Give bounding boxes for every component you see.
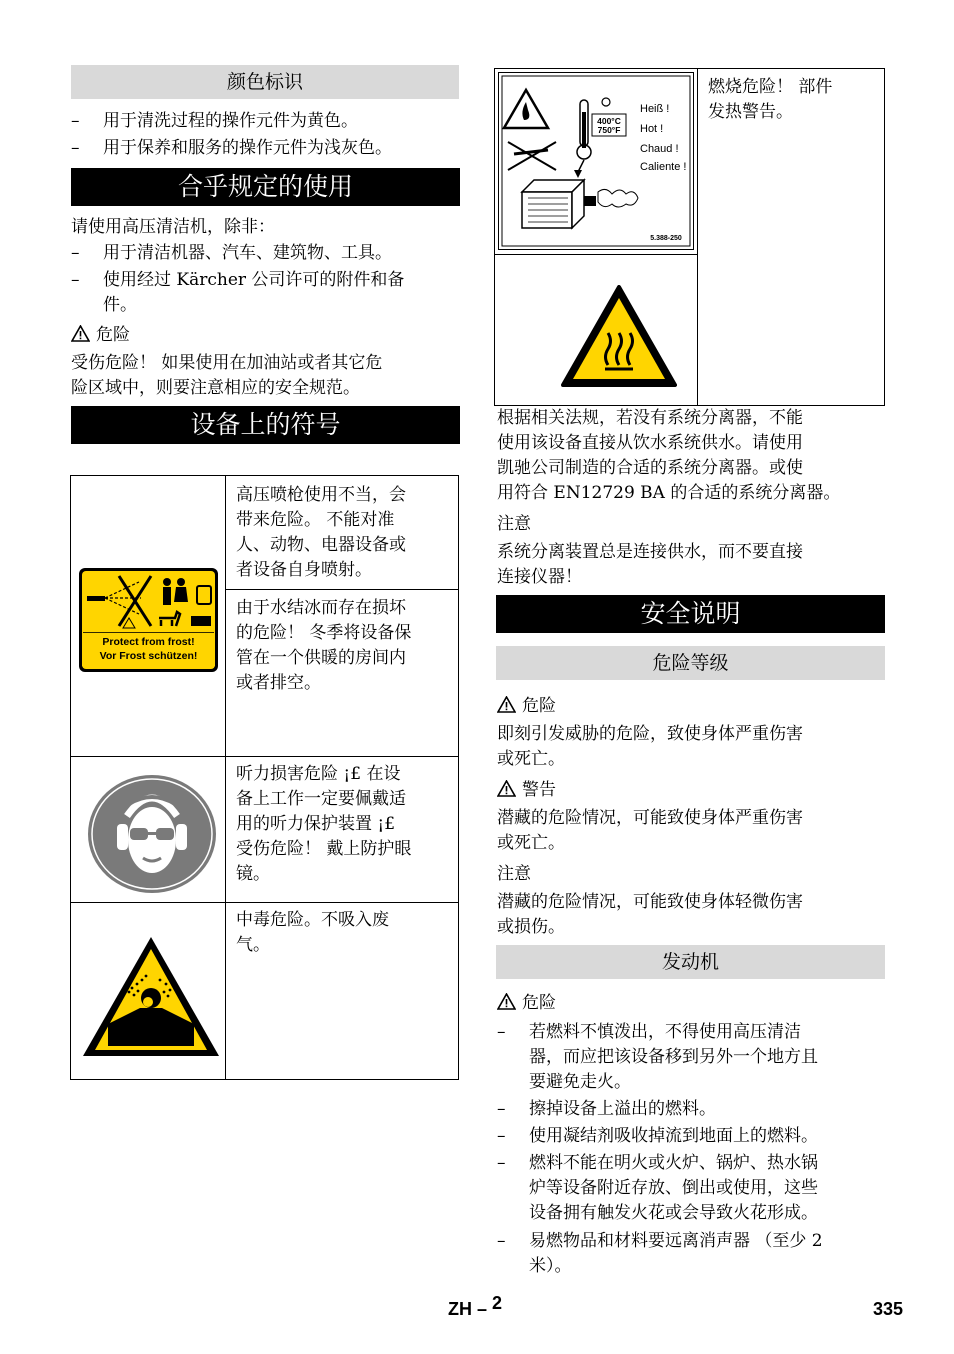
frost-label-2: Vor Frost schützen! [99,650,198,662]
level-warning-text: 潜藏的危险情况，可能致使身体严重伤害 或死亡。 [497,808,803,853]
page-number: 335 [873,1299,904,1319]
level-danger-label: 危险 [497,694,556,719]
danger-text-2: 险区域中，则要注意相应的安全规范。 [71,378,360,398]
water-supply-text: 根据相关法规，若没有系统分离器，不能 使用该设备直接从饮水系统供水。请使用 凯驰公司制造的合适的系统分离器。或使 用符合 EN12729 BA 的合适的系统分离器。 [497,408,841,503]
sticker-word-de: Heiß ! [640,103,670,115]
burn-warning-text: 燃烧危险！ 部件 发热警告。 [708,77,833,122]
spray-hazard-sticker-icon [79,568,218,672]
danger-text-1: 受伤危险！ 如果使用在加油站或者其它危 [71,353,383,373]
color-coding-list: – 用于清洗过程的操作元件为黄色。 – 用于保养和服务的操作元件为浅灰色。 [71,111,392,158]
warning-triangle-icon [497,993,516,1010]
hot-surface-warning-icon [561,285,677,389]
level-caution-label: 注意 [497,864,531,884]
sticker-word-fr: Chaud ! [640,143,679,155]
toxic-exhaust-warning-icon [80,934,222,1060]
toxic-warning-text: 中毒危险。不吸入废 气。 [236,910,389,955]
burn-hazard-table [494,68,885,406]
list-item: – 燃料不能在明火或火炉、锅炉、热水锅 炉等设备附近存放、倒出或使用，这些 设备拥有触发火花或会导致火花形成。 [497,1153,818,1223]
list-item: – 易燃物品和材料要远离消声器 （至少 2 米）。 [497,1231,823,1276]
engine-heading: 发动机 [496,945,885,979]
safety-heading: 安全说明 [496,595,885,633]
sticker-temp-f: 750°F [597,125,621,135]
warning-triangle-icon [497,780,516,797]
color-coding-heading: 颜色标识 [71,65,459,99]
engine-danger-label: 危险 [497,991,556,1016]
symbols-table [70,475,459,1080]
level-caution-text: 潜藏的危险情况，可能致使身体轻微伤害 或损伤。 [497,892,803,937]
list-item: – 若燃料不慎泼出，不得使用高压清洁 器，而应把该设备移到另外一个地方且 要避免走火。 [497,1022,818,1092]
proper-use-intro: 请使用高压清洁机，除非： [71,217,275,237]
warning-triangle-icon [497,696,516,713]
hot-surface-sticker-icon [498,72,694,250]
footer-language: ZH – 2 [448,1293,503,1319]
sticker-part-number: 5.388-250 [650,235,682,242]
note-text: 系统分离装置总是连接供水，而不要直接 连接仪器！ [497,542,803,587]
hearing-eye-protection-icon [87,774,217,894]
level-danger-text: 即刻引发威胁的危险，致使身体严重伤害 或死亡。 [497,724,803,769]
spray-warning-text: 高压喷枪使用不当，会 带来危险。 不能对准 人、动物、电器设备或 者设备自身喷射。 [236,485,406,580]
warning-triangle-icon [71,325,90,342]
sticker-temp-c: 400°C [597,116,621,126]
danger-levels-heading: 危险等级 [496,646,885,680]
engine-list: – 若燃料不慎泼出，不得使用高压清洁 器，而应把该设备移到另外一个地方且 要避免走火。 – 擦掉设备上溢出的燃料。 – 使用凝结剂吸收掉流到地面上的燃料。 – 燃料不能在明火或火炉、锅炉、热水锅 炉等设备附近存放、倒出或使用，这些 设备拥有触发火花或会导致火花形成。 – 易燃物品和材料要远离消声器 （至少 2 米）。 [497,1020,887,1280]
danger-label: 危险 [71,323,130,348]
sticker-word-en: Hot ! [640,123,664,135]
hearing-warning-text: 听力损害危险 ¡£ 在设 备上工作一定要佩戴适 用的听力保护装置 ¡£ 受伤危险！ 戴上防护眼 镜。 [236,764,412,884]
level-warning-label: 警告 [497,778,556,803]
frost-label-1: Protect from frost! [102,636,195,648]
proper-use-list: – 用于清洁机器、汽车、建筑物、工具。 – 使用经过 Kärcher 公司许可的附件和备 件。 [71,241,461,321]
proper-use-heading: 合乎规定的使用 [71,168,460,206]
sticker-word-es: Caliente ! [640,161,687,173]
list-item: – 使用经过 Kärcher 公司许可的附件和备 件。 [71,270,405,315]
note-label: 注意 [497,514,531,534]
symbols-heading: 设备上的符号 [71,406,460,444]
frost-warning-text: 由于水结冰而存在损坏 的危险！ 冬季将设备保 管在一个供暖的房间内 或者排空。 [236,598,412,693]
